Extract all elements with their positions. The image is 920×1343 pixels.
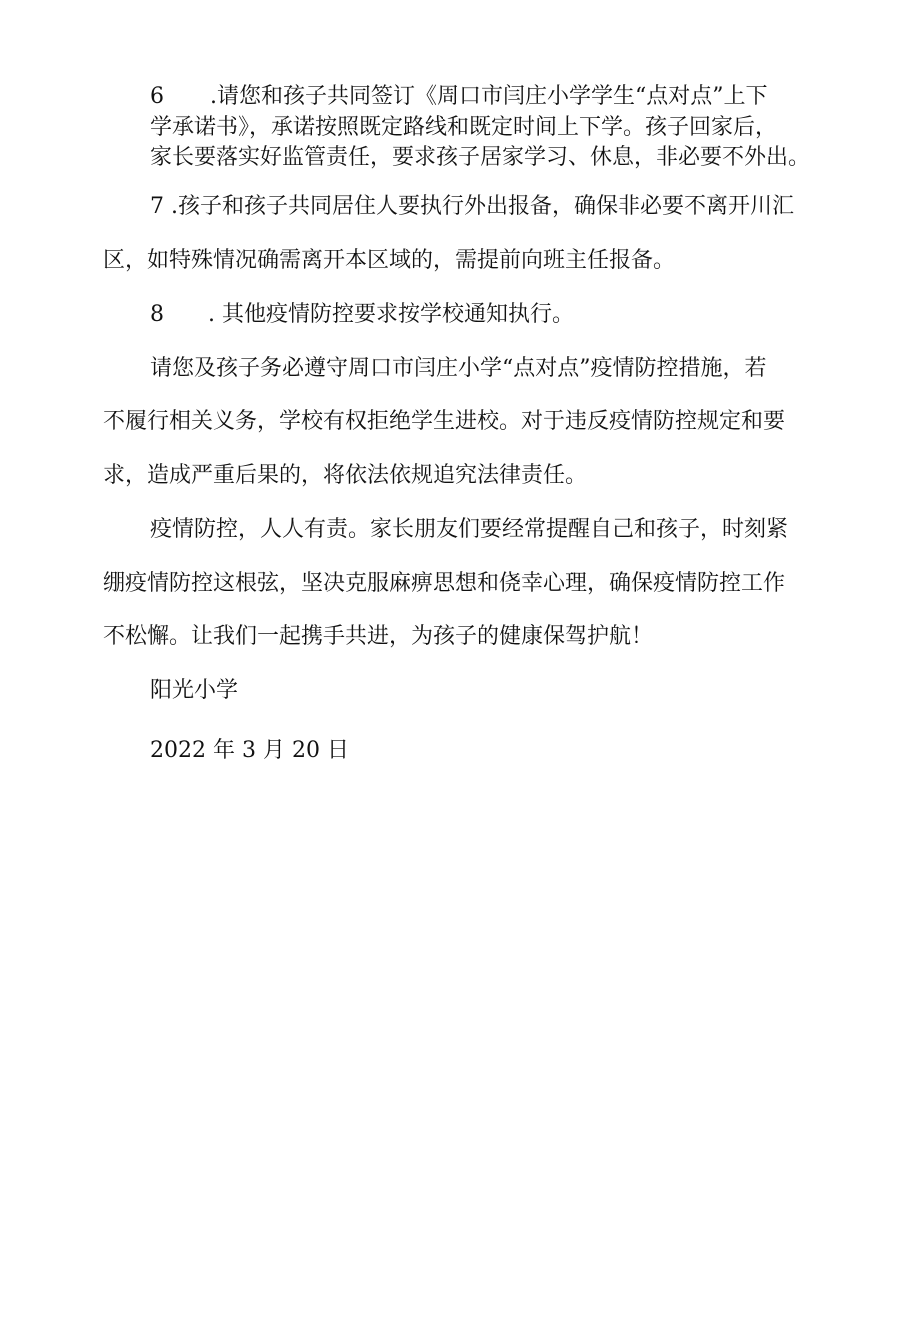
para-1-line-1: 请您及孩子务必遵守周口市闫庄小学“点对点”疫情防控措施，若: [150, 356, 767, 381]
item-6-line-2: 学承诺书》，承诺按照既定路线和既定时间上下学。孩子回家后，: [150, 115, 778, 140]
para-1-line-2: 不履行相关义务，学校有权拒绝学生进校。对于违反疫情防控规定和要: [103, 409, 786, 434]
item-8-line: [150, 300, 574, 330]
para-1-line-3: 求，造成严重后果的，将依法依规追究法律责任。: [103, 463, 588, 488]
para-2-line-3: 不松懈。让我们一起携手共进，为孩子的健康保驾护航！: [103, 624, 654, 649]
para-2-line-1: 疫情防控，人人有责。家长朋友们要经常提醒自己和孩子，时刻紧: [150, 517, 789, 542]
item-7-line-2: 区，如特殊情况确需离开本区域的，需提前向班主任报备。: [103, 248, 676, 273]
date: 2022 年 3 月 20 日: [150, 738, 349, 763]
signature: 阳光小学: [150, 678, 239, 703]
para-2-line-2: 绷疫情防控这根弦，坚决克服麻痹思想和侥幸心理，确保疫情防控工作: [103, 571, 786, 596]
item-8-text: . 其他疫情防控要求按学校通知执行。: [208, 302, 574, 327]
item-6-line-1: [150, 82, 768, 112]
item-7-line-1: 7 .孩子和孩子共同居住人要执行外出报备，确保非必要不离开川汇: [150, 194, 794, 219]
item-6-line-3: 家长要落实好监管责任，要求孩子居家学习、休息，非必要不外出。: [150, 145, 811, 170]
item-6-number: 6: [150, 84, 164, 109]
item-8-number: 8: [150, 302, 164, 327]
item-6-text-1: .请您和孩子共同签订《周口市闫庄小学学生“点对点”上下: [210, 84, 768, 109]
